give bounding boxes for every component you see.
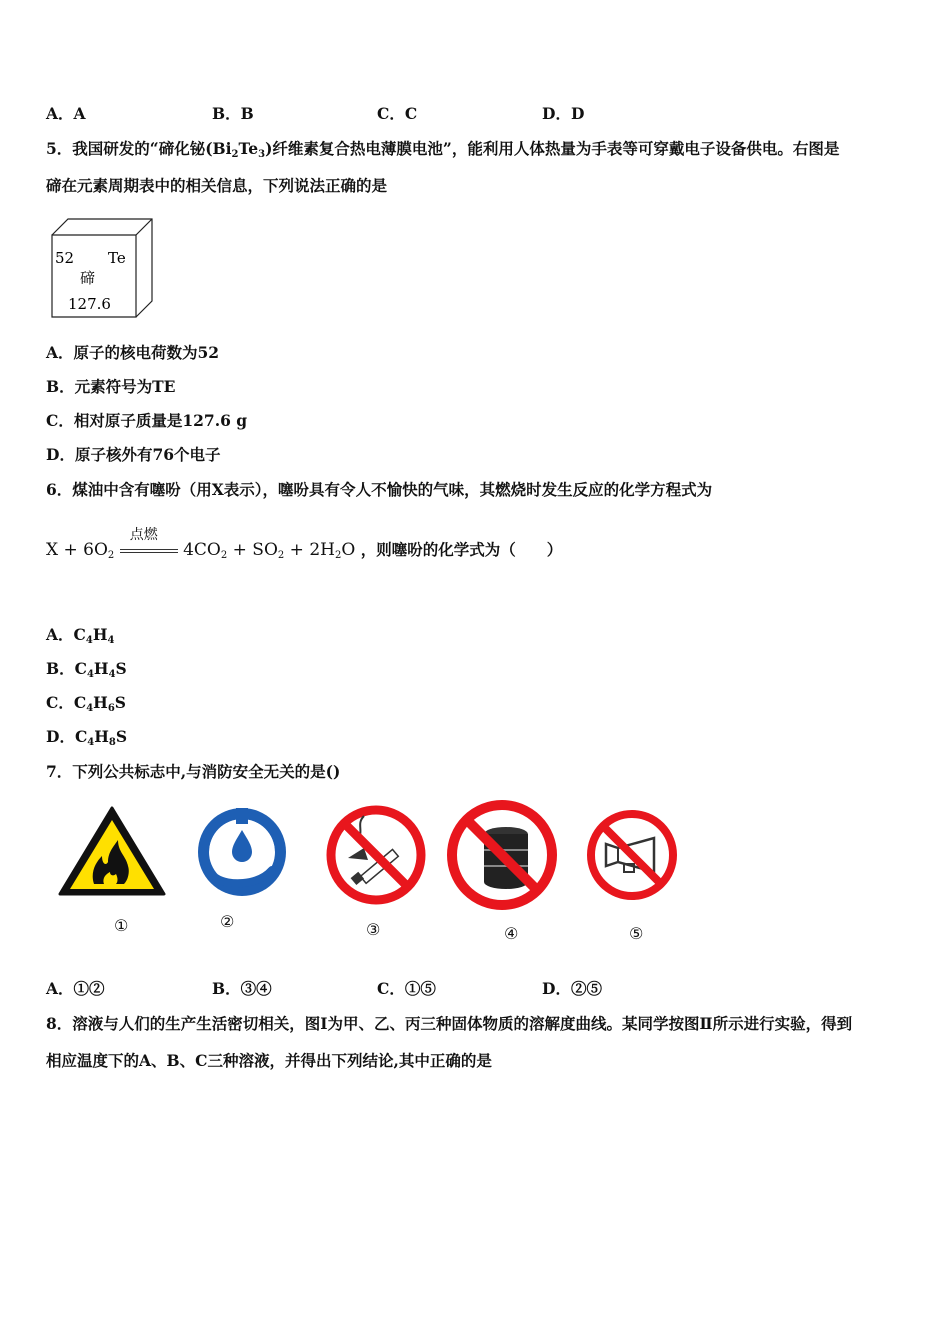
no-oil-barrel-icon — [452, 805, 552, 905]
q4-option-a: A．A — [46, 104, 86, 123]
q6-option-d — [46, 725, 127, 748]
q7-option-a: A．①② — [46, 979, 105, 998]
q5-option-d: D．原子核外有76个电子 — [46, 445, 221, 464]
chemical-equation — [46, 526, 563, 561]
flammable-warning-icon — [60, 808, 164, 894]
q5-stem-part: 5．我国研发的“碲化铋(Bi — [46, 139, 232, 158]
element-cube-drawing — [46, 215, 158, 321]
sign-label-3: ③ — [366, 920, 381, 939]
reaction-condition: 点燃 — [129, 526, 158, 543]
q5-option-a: A．原子的核电荷数为52 — [46, 343, 220, 362]
eq-subscript: 2 — [220, 550, 228, 561]
sign-label-1: ① — [114, 916, 129, 935]
eq-product: + SO — [227, 540, 278, 560]
eq-subscript: 2 — [334, 550, 342, 561]
formula-part: S — [114, 693, 126, 712]
q5-subscript: 2 — [231, 149, 239, 160]
formula-part: S — [115, 659, 127, 678]
q6-question-tail: ，则噻吩的化学式为（ ） — [360, 540, 563, 559]
arrow-line-bottom — [120, 552, 178, 553]
q6-option-c — [46, 691, 126, 714]
formula-subscript: 4 — [85, 635, 93, 646]
formula-part: H — [93, 659, 109, 678]
arrow-line-top — [120, 549, 178, 550]
formula-part: H — [94, 727, 109, 746]
q7-stem: 7．下列公共标志中,与消防安全无关的是() — [46, 762, 341, 781]
sign-label-4: ④ — [504, 924, 519, 943]
formula-subscript: 4 — [108, 669, 116, 680]
q4-option-d: D．D — [542, 104, 585, 123]
q4-option-b: B．B — [212, 104, 254, 123]
public-signs-drawing — [46, 800, 696, 910]
eq-right — [183, 540, 355, 560]
q5-option-b: B．元素符号为TE — [46, 377, 176, 396]
element-name: 碲 — [80, 269, 96, 287]
formula-subscript: 4 — [87, 737, 95, 748]
q5-stem-line1 — [46, 137, 839, 160]
water-saving-icon — [198, 808, 286, 896]
public-signs-row — [46, 800, 696, 943]
eq-left — [46, 540, 114, 560]
q8-stem-line2: 相应温度下的A、B、C三种溶液，并得出下列结论,其中正确的是 — [46, 1051, 492, 1070]
q7-option-b: B．③④ — [212, 979, 272, 998]
formula-part: S — [115, 727, 128, 746]
reaction-arrow — [120, 526, 178, 561]
formula-part: D．C — [46, 727, 88, 746]
formula-part: C．C — [46, 693, 87, 712]
eq-product: O — [341, 540, 356, 560]
formula-subscript: 8 — [108, 737, 116, 748]
q5-stem-part: )纤维素复合热电薄膜电池”，能利用人体热量为手表等可穿戴电子设备供电。右图是 — [265, 139, 840, 158]
q5-option-c: C．相对原子质量是127.6 g — [46, 411, 248, 430]
q5-stem-line2: 碲在元素周期表中的相关信息，下列说法正确的是 — [46, 176, 388, 195]
formula-part: B．C — [46, 659, 87, 678]
eq-subscript: 2 — [107, 550, 115, 561]
q6-option-a — [46, 623, 114, 646]
element-symbol: Te — [108, 249, 126, 267]
element-number: 52 — [55, 249, 75, 267]
formula-part: H — [93, 693, 108, 712]
eq-product: 4CO — [183, 540, 221, 560]
q7-option-c: C．①⑤ — [377, 979, 436, 998]
eq-subscript: 2 — [277, 550, 285, 561]
q7-option-d: D．②⑤ — [542, 979, 602, 998]
formula-subscript: 6 — [107, 703, 115, 714]
element-mass: 127.6 — [68, 295, 111, 313]
q4-option-c: C．C — [377, 104, 418, 123]
sign-label-2: ② — [220, 912, 235, 931]
eq-product: + 2H — [284, 540, 335, 560]
q6-option-b — [46, 657, 127, 680]
q5-stem-part: Te — [238, 139, 259, 158]
q8-stem-line1: 8．溶液与人们的生产生活密切相关，图I为甲、乙、丙三种固体物质的溶解度曲线。某同学按图Ⅱ所示进行实验，得到 — [46, 1014, 853, 1033]
periodic-element-card — [46, 215, 158, 325]
q6-stem: 6．煤油中含有噻吩（用X表示），噻吩具有令人不愉快的气味，其燃烧时发生反应的化学方程式为 — [46, 480, 713, 499]
formula-subscript: 4 — [86, 703, 94, 714]
formula-subscript: 4 — [86, 669, 94, 680]
no-horn-icon — [591, 814, 673, 896]
q5-subscript: 3 — [258, 149, 266, 160]
formula-subscript: 4 — [107, 635, 115, 646]
formula-part: A．C — [46, 625, 86, 644]
eq-left-text: X + 6O — [46, 540, 108, 560]
formula-part: H — [92, 625, 108, 644]
no-smoking-icon — [331, 810, 421, 900]
sign-label-5: ⑤ — [629, 924, 644, 943]
